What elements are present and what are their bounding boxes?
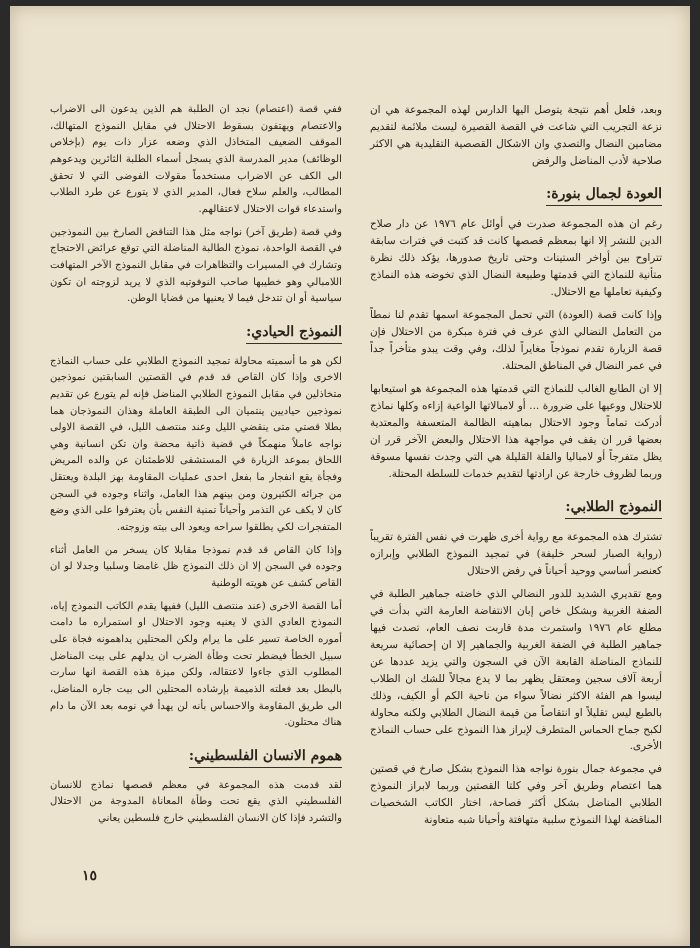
left-column (50, 102, 342, 834)
body-paragraph: رغم ان هذه المجموعة صدرت في أوائل عام ١٩٧٦ عن دار صلاح الدين للنشر إلا انها بمعظم قصصها كانت قد كتبت في فترات سابقة تتراوح بين أواخر الستينات وحتى تاريخ صدورها، يؤكد ذلك نظرة متأنية للنماذج التي قدمتها وطبيعة النضال الذي تخوضه هذه النماذج وكيفية تعاملها مع الاحتلال. (370, 217, 662, 298)
body-paragraph: ففي قصة (اعتصام) نجد ان الطلبة هم الذين يدعون الى الاضراب والاعتصام ويهتفون بسقوط الاحتلال في مقابل النموذج المتهالك، الموقف الضعيف المتخاذل الذي وضعه عزار ذات يوم (بإخلاص الوظائف) مدير المدرسة الذي يسجل أسماء الطلبة الثائرين ويدعوهم الى الكف عن الاضراب مستخدماً مقولات الفوضى التي لا تحقق المطالب، والعلم سلاح فعال، المدير الذي لا يتورع عن طرد الطلاب واستدعاء قوات الاحتلال لاعتقالهم. (50, 104, 342, 215)
section-heading-return: العودة لجمال بنورة: (546, 186, 662, 206)
magazine-page (10, 6, 690, 946)
body-paragraph: ومع تقديري الشديد للدور النضالي الذي خاضته جماهير الطلبة في الضفة الغربية وبشكل خاص إبان الانتفاضة العارمة التي بدأت في مطلع عام ١٩٧٦ واستمرت مدة قاربت نصف العام، تصدت فيها جماهير الطلبة في الضفة الغربية والجماهير إلا ان إحصائية سريعة للنماذج المناضلة القابعة الآن في السجون والتي يزيد عددها عن أربعة آلاف سجين ومعتقل يظهر بما لا يدع مجالاً للشك ان الطلاب ليسوا هم الفئة الاكثر نضالاً سواء من ناحية الكم أو الكيف، وذلك بالطبع ليس تقليلاً او انتقاصاً من قيمة النضال الطلابي ولكنه محاولة لكبح جماح الحماس المتطرف لإبراز هذا النموذج على حساب النماذج الأخرى. (370, 587, 662, 753)
body-paragraph: أما القصة الاخرى (عند منتصف الليل) ففيها يقدم الكاتب النموذج إياه، النموذج العادي الذي لا يعنيه وجود الاحتلال او استمراره ما دامت أموره الخاصة تسير على ما يرام ولكن المحتلين يداهمونه فجاة على سبيل الخطأ فيضطر تحت وطأة الضرب ان يدلهم على بيت المناضل المطلوب الذي جاءوا لاعتقاله، ولكن ميزة هذه القصة انها سارت بالبطل بعد فعلته الذميمة بإرشاده المحتلين الى بيت جاره المناضل، الى طريق المقاومة والاحساس بأنه لن يهدأ في نومه بعد الآن ما دام هناك محتلون. (50, 600, 342, 729)
right-column (370, 102, 662, 835)
body-paragraph: لكن هو ما أسميته محاولة تمجيد النموذج الطلابي على حساب النماذج الاخرى وإذا كان القاص قد قدم في القصتين السابقتين نموذجين متخاذلين في مقابل النموذج الطلابي المناضل فإنه لم يتورع عن تقديم نموذجين حياديين ينتميان الى الطبقة العاملة وهذان النموذجان هما بطلا قصتي متى ينقضي الليل وعند منتصف الليل، في القصة الاولى نواجه عاملاً منهمكاً في قضية ذاتية محضة وان تكن انسانية وهي اللحاق بموعد الزيارة في المستشفى للاطمئنان عن والده المريض وفجأة يقع انفجار ما بفعل احدى عمليات المقاومة بهز البلدة ويعتقل من جرائه الكثيرون ومن بينهم هذا العامل، واثناء وجوده في السجن كان لا يكف عن التذمر وأحياناً تمنية النفس بأن يعترفوا على الذي وضع المتفجرات لكي يطلقوا سراحه ويعود الى بيته وزوجته. (50, 355, 342, 534)
section-heading-palestinian-concerns: هموم الانسان الفلسطيني: (189, 748, 342, 768)
body-paragraph: وإذا كان القاص قد قدم نموذجا مقابلا كان يسخر من العامل أثناء وجوده في السجن إلا ان ذلك النموذج ظل غامضا وسلبيا وجدلا لو ان القاص كشف عن هويته الوطنية (50, 544, 342, 590)
section-heading-student-model: النموذج الطلابي: (565, 499, 662, 519)
body-paragraph: في مجموعة جمال بنورة نواجه هذا النموذج بشكل صارخ في قصتين هما اعتصام وطريق آخر وفي كلتا القصتين وربما لابراز النموذج الطلابي المناضل بشكل أكثر فصاحة، اختار الكاتب الشخصيات المناقضة لهذا النموذج سلبية متهافتة وأحيانا شبه متعاونة (370, 763, 662, 827)
body-paragraph: وإذا كانت قصة (العودة) التي تحمل المجموعة اسمها تقدم لنا نمطاً من التعامل النضالي الذي عرف في فترة مبكرة من الاحتلال فإن قصة الزيارة تقدم نموذجاً مغايراً لذلك، وفي وقت يبدو متأخراً جداً في عمر النضال في المناطق المحتلة. (370, 308, 662, 372)
body-paragraph: تشترك هذه المجموعة مع رواية أخرى ظهرت في نفس الفترة تقريباً (رواية الصبار لسحر خليفة) في تمجيد النموذج الطلابي وإبرازه كعنصر أساسي ووحيد أحياناً في رفض الاحتلال (370, 530, 662, 577)
page-number: ١٥ (82, 868, 98, 884)
body-paragraph: لقد قدمت هذه المجموعة في معظم قصصها نماذج للانسان الفلسطيني الذي يقع تحت وطأة المعاناة المدوجة من الاحتلال والتشرد فإذا كان الانسان الفلسطيني خارج فلسطين يعاني (50, 779, 342, 824)
section-heading-neutral-model: النموذج الحيادي: (246, 324, 342, 344)
body-paragraph: وفي قصة (طريق آخر) نواجه مثل هذا التناقض الصارخ بين النموذجين في القصة الواحدة، نموذج الطالبة المناضلة التي توقع عرائض الاحتجاج وتشارك في المسيرات والتظاهرات في مقابل النموذج الآخر المتهافت اللامبالي وهو خطيبها صاحب النوفوتيه الذي لا يريد لزوجته ان تكون سياسية أو ان تتدخل فيما لا يعنيها من قضايا الوطن. (50, 226, 342, 305)
intro-paragraph: وبعد، فلعل أهم نتيجة يتوصل اليها الدارس لهذه المجموعة هي ان نزعة التجريب التي شاعت في القصة القصيرة ليست ملائمة لتقديم مضامين النضال والتصدي وان الاشكال القصصية التقليدية هي الاكثر صلاحية لأدب المناضل والرفض (370, 104, 662, 167)
body-paragraph: إلا ان الطابع الغالب للنماذج التي قدمتها هذه المجموعة هو استيعابها للاحتلال ووعيها على ضرورة ... أو لامبالاتها الواعية إزاءه وكلها نماذج أدركت تماماً وجود الاحتلال بماهيته الظالمة المتعسفة والمعتدية بعضها قرر ان يقف في مواجهة هذا الاحتلال والبعض الآخر قرر ان يظل متفرجاً أو لامباليا والقلة القليلة هي التي وجدت نفسها مسوقة وربما لظروف خارجة عن ارادتها لتقديم خدمات للسلطة المحتلة. (370, 382, 662, 480)
